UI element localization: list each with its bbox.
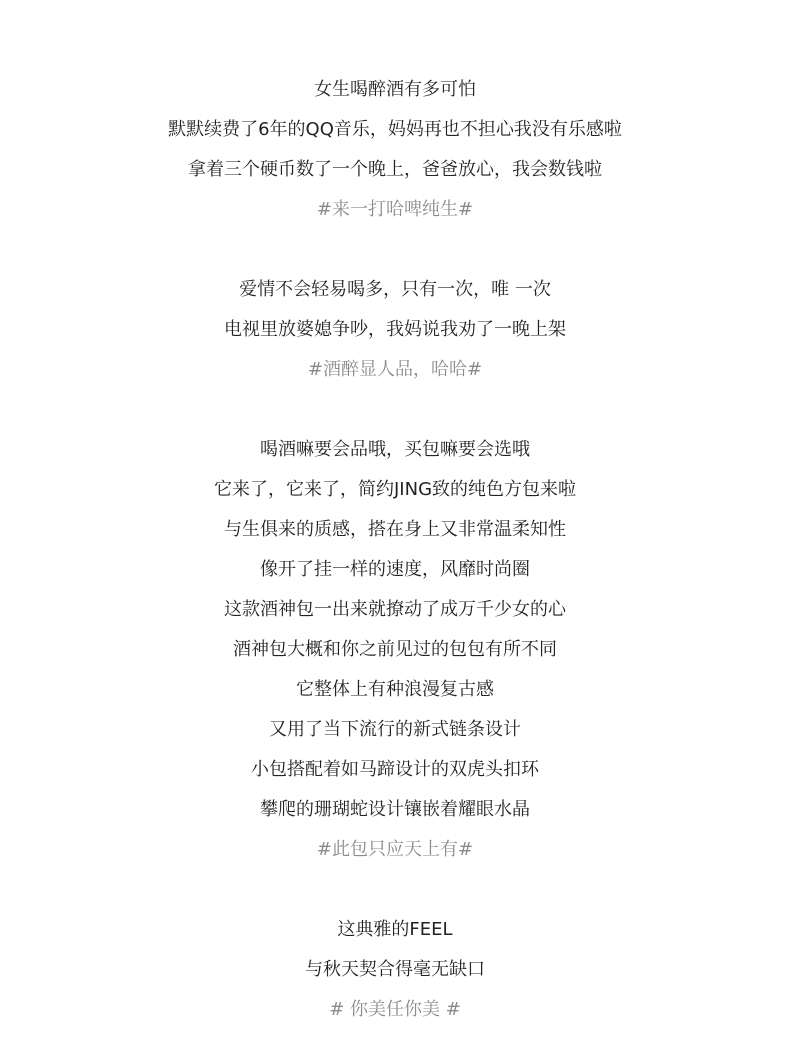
text-line: 电视里放婆媳争吵，我妈说我劝了一晚上架 — [224, 319, 566, 340]
text-line: 像开了挂一样的速度，风靡时尚圈 — [260, 559, 530, 580]
text-line: 攀爬的珊瑚蛇设计镶嵌着耀眼水晶 — [260, 799, 530, 820]
text-line: 喝酒嘛要会品哦，买包嘛要会选哦 — [260, 439, 530, 460]
text-line: 这款酒神包一出来就撩动了成万千少女的心 — [224, 599, 566, 620]
text-line: 默默续费了6年的QQ音乐，妈妈再也不担心我没有乐感啦 — [168, 119, 622, 140]
text-line: 这典雅的FEEL — [337, 919, 453, 940]
text-line: 拿着三个硬币数了一个晚上，爸爸放心，我会数钱啦 — [188, 159, 602, 180]
hashtag: #此包只应天上有# — [316, 839, 474, 860]
text-line: 又用了当下流行的新式链条设计 — [269, 719, 521, 740]
text-line: 女生喝醉酒有多可怕 — [314, 79, 476, 100]
text-line: 小包搭配着如马蹄设计的双虎头扣环 — [251, 759, 539, 780]
text-line: 与秋天契合得毫无缺口 — [305, 959, 485, 980]
text-line: 与生俱来的质感，搭在身上又非常温柔知性 — [224, 519, 566, 540]
text-line: 爱情不会轻易喝多，只有一次，唯 一次 — [239, 279, 551, 300]
hashtag: #来一打哈啤纯生# — [316, 199, 474, 220]
text-line: 它来了，它来了，简约JING致的纯色方包来啦 — [213, 479, 577, 500]
hashtag: #酒醉显人品，哈哈# — [307, 359, 483, 380]
hashtag: # 你美任你美 # — [329, 999, 461, 1020]
text-line: 它整体上有种浪漫复古感 — [296, 679, 494, 700]
text-line: 酒神包大概和你之前见过的包包有所不同 — [233, 639, 557, 660]
